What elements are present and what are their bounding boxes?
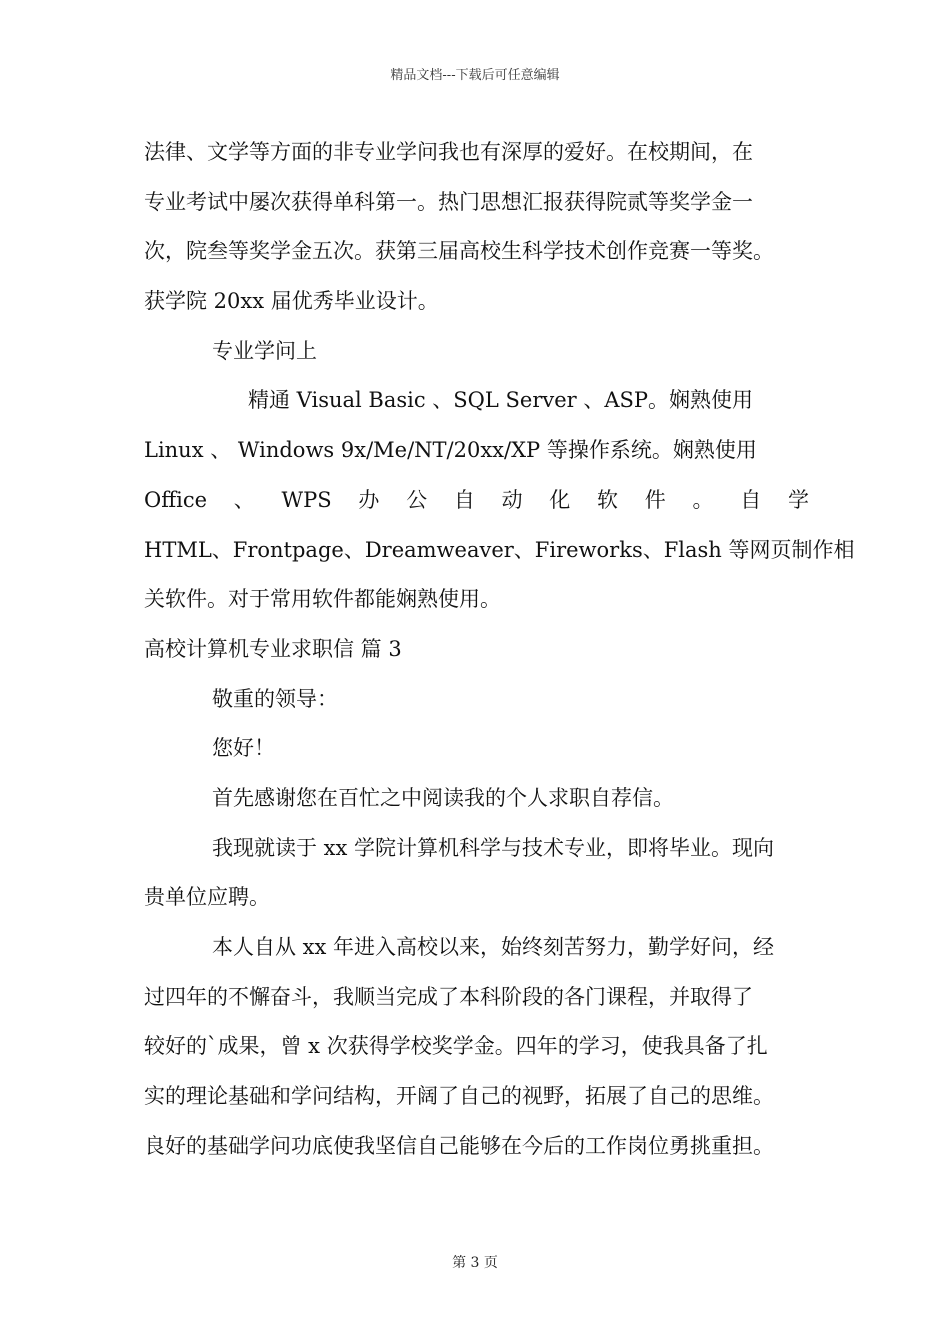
word: 。 xyxy=(692,487,714,512)
section-title: 高校计算机专业求职信 篇 3 xyxy=(144,636,402,661)
document-body xyxy=(144,128,855,1171)
skill-heading: 专业学问上 xyxy=(212,338,317,363)
paragraph-line: Linux 、 Windows 9x/Me/NT/20xx/XP 等操作系统。娴熟使用 xyxy=(144,438,757,463)
page-header: 精品文档---下载后可任意编辑 xyxy=(390,68,560,83)
paragraph-line: 我现就读于 xx 学院计算机科学与技术专业，即将毕业。现向 xyxy=(212,835,775,860)
word: WPS xyxy=(281,487,332,512)
justified-line xyxy=(144,476,809,526)
greeting: 您好！ xyxy=(212,736,275,761)
page-number: 第 3 页 xyxy=(452,1255,498,1271)
word: 、 xyxy=(233,487,255,512)
word: 自 xyxy=(740,487,762,512)
paragraph-line: 首先感谢您在百忙之中阅读我的个人求职自荐信。 xyxy=(212,785,674,810)
word: 软 xyxy=(597,487,619,512)
paragraph-line: 贵单位应聘。 xyxy=(144,885,270,910)
paragraph-line: 获学院 20xx 届优秀毕业设计。 xyxy=(144,289,439,314)
word: 自 xyxy=(453,487,475,512)
paragraph-line: 过四年的不懈奋斗，我顺当完成了本科阶段的各门课程，并取得了 xyxy=(144,984,753,1009)
word: 学 xyxy=(787,487,809,512)
paragraph-line: 次，院叁等奖学金五次。获第三届高校生科学技术创作竞赛一等奖。 xyxy=(144,239,774,264)
paragraph-line: 精通 Visual Basic 、SQL Server 、ASP。娴熟使用 xyxy=(248,388,754,413)
paragraph-line: 法律、文学等方面的非专业学问我也有深厚的爱好。在校期间，在 xyxy=(144,140,753,164)
word: 公 xyxy=(406,487,428,512)
paragraph-line: 较好的`成果，曾 x 次获得学校奖学金。四年的学习，使我具备了扎 xyxy=(144,1034,768,1059)
paragraph-line: 关软件。对于常用软件都能娴熟使用。 xyxy=(144,587,501,612)
paragraph-line: 实的理论基础和学问结构，开阔了自己的视野，拓展了自己的思维。 xyxy=(144,1084,774,1109)
word: 件 xyxy=(644,487,666,512)
paragraph-line: 本人自从 xx 年进入高校以来，始终刻苦努力，勤学好问，经 xyxy=(212,935,775,959)
word: Office xyxy=(144,487,208,512)
word: 办 xyxy=(358,487,380,512)
word: 动 xyxy=(501,487,523,512)
salutation: 敬重的领导： xyxy=(212,686,338,711)
word: 化 xyxy=(549,487,571,512)
paragraph-line: 良好的基础学问功底使我坚信自己能够在今后的工作岗位勇挑重担。 xyxy=(144,1133,774,1158)
paragraph-line: HTML、Frontpage、Dreamweaver、Fireworks、Flash 等网页制作相 xyxy=(144,537,855,562)
paragraph-line: 专业考试中屡次获得单科第一。热门思想汇报获得院贰等奖学金一 xyxy=(144,189,753,214)
